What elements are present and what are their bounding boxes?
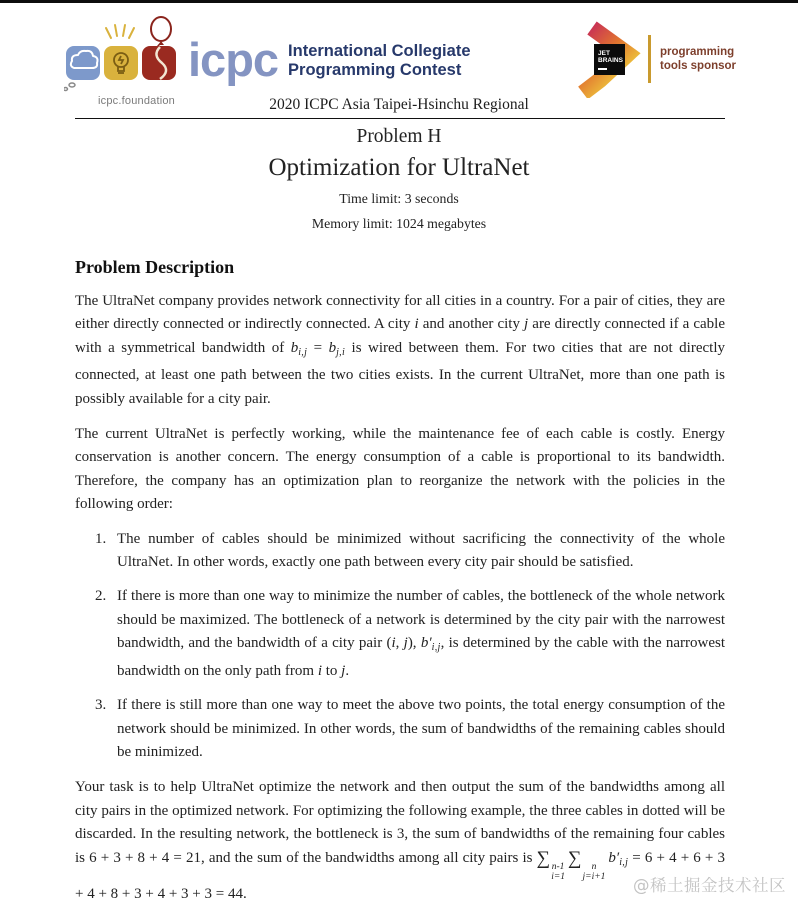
- contest-title: 2020 ICPC Asia Taipei-Hsinchu Regional: [269, 96, 529, 113]
- sponsor-divider: [648, 35, 651, 83]
- brand-line2: Programming Contest: [288, 61, 462, 79]
- list-item-1: [95, 528, 725, 575]
- jetbrains-badge-line2: BRAINS: [598, 57, 623, 64]
- icpc-brand-text: [288, 42, 470, 80]
- list-number: 1.: [95, 530, 107, 547]
- rays-icon: [106, 25, 134, 38]
- list-number: 3.: [95, 697, 107, 714]
- icpc-foundation-logo: [64, 16, 186, 107]
- problem-title: Optimization for UltraNet: [268, 154, 530, 181]
- header-rule: [75, 118, 725, 119]
- section-heading: Problem Description: [75, 257, 235, 277]
- problem-number: Problem H: [356, 126, 442, 147]
- time-limit: Time limit: 3 seconds: [339, 191, 459, 206]
- list-text: The number of cables should be minimized without sacrificing the connectivity of the whole UltraNet. In other words, exactly one path between every city pair should be satisfied.: [117, 530, 725, 571]
- icpc-wordmark: icpc: [188, 33, 279, 86]
- sponsor-block: [578, 20, 736, 98]
- cloud-trail-dots: [64, 83, 75, 91]
- list-item-3: [95, 694, 725, 764]
- sponsor-line1: programming: [660, 46, 735, 58]
- balloon-tile: [142, 46, 176, 80]
- sponsor-line2: tools sponsor: [660, 60, 737, 72]
- jetbrains-badge-line1: JET: [598, 50, 610, 57]
- icpc-foundation-logo-art: [64, 16, 186, 92]
- list-number: 2.: [95, 588, 107, 605]
- brand-line1: International Collegiate: [288, 42, 471, 60]
- sponsor-text: [660, 45, 736, 73]
- icpc-brand: [188, 33, 471, 86]
- paragraph-3: Your task is to help UltraNet optimize the network and then output the sum of the bandwidths among all city pairs in the optimized network. For optimizing the following example, the three cables in dotted will be discarded. In the resulting network, the bottleneck is 3, the sum of bandwidths of the remaining four cables is 6 + 3 + 8 + 4 = 21, and the sum of the bandwidths among all city pairs is ∑ n-1 i=1 ∑ n j=i+1 $b'_{i,j} = 6 + 4 + 6 + 3 + 4 + 8 + 3 + 4 + 3 + 3 = 44$.: [75, 779, 725, 903]
- paragraph-1: The UltraNet company provides network connectivity for all cities in a country. For a pair of cities, they are either directly connected or indirectly connected. A city i and another city j are directly connected if a cable with a symmetrical bandwidth of $b_{i,j} = b_{j,i}$ is wired between them. For two cities that are not directly connected, at least one path between the two cities exists. In the current UltraNet, more than one path is possibly available for a city pair.: [75, 293, 725, 407]
- watermark: @稀土掘金技术社区: [633, 876, 786, 895]
- policy-list: [75, 528, 725, 765]
- icpc-foundation-label: icpc.foundation: [98, 95, 175, 107]
- paragraph-2: The current UltraNet is perfectly working, while the maintenance fee of each cable is costly. Energy conservation is another concern. The energy consumption of a cable is proportional to its bandwidth. Therefore, the company has an optimization plan to reorganize the network with the policies in the following order:: [75, 426, 725, 513]
- list-text: If there is more than one way to minimize the number of cables, the bottleneck of the whole network should be maximized. The bottleneck of a network is determined by the city pair with the narrowest bandwidth, and the bandwidth of a city pair (i, j), $b'_{i,j}$, is determined by the cable with the narrowest bandwidth on the only path from i to j.: [117, 588, 726, 679]
- list-text: If there is still more than one way to meet the above two points, the total energy consumption of the network should be minimized. In other words, the sum of bandwidths of the remaining cables should be minimized.: [117, 697, 725, 760]
- jetbrains-logo-icon: [578, 20, 642, 98]
- problem-body: [75, 257, 725, 907]
- list-item-2: [95, 585, 725, 683]
- jetbrains-badge-bar: [598, 68, 607, 70]
- memory-limit: Memory limit: 1024 megabytes: [311, 216, 487, 231]
